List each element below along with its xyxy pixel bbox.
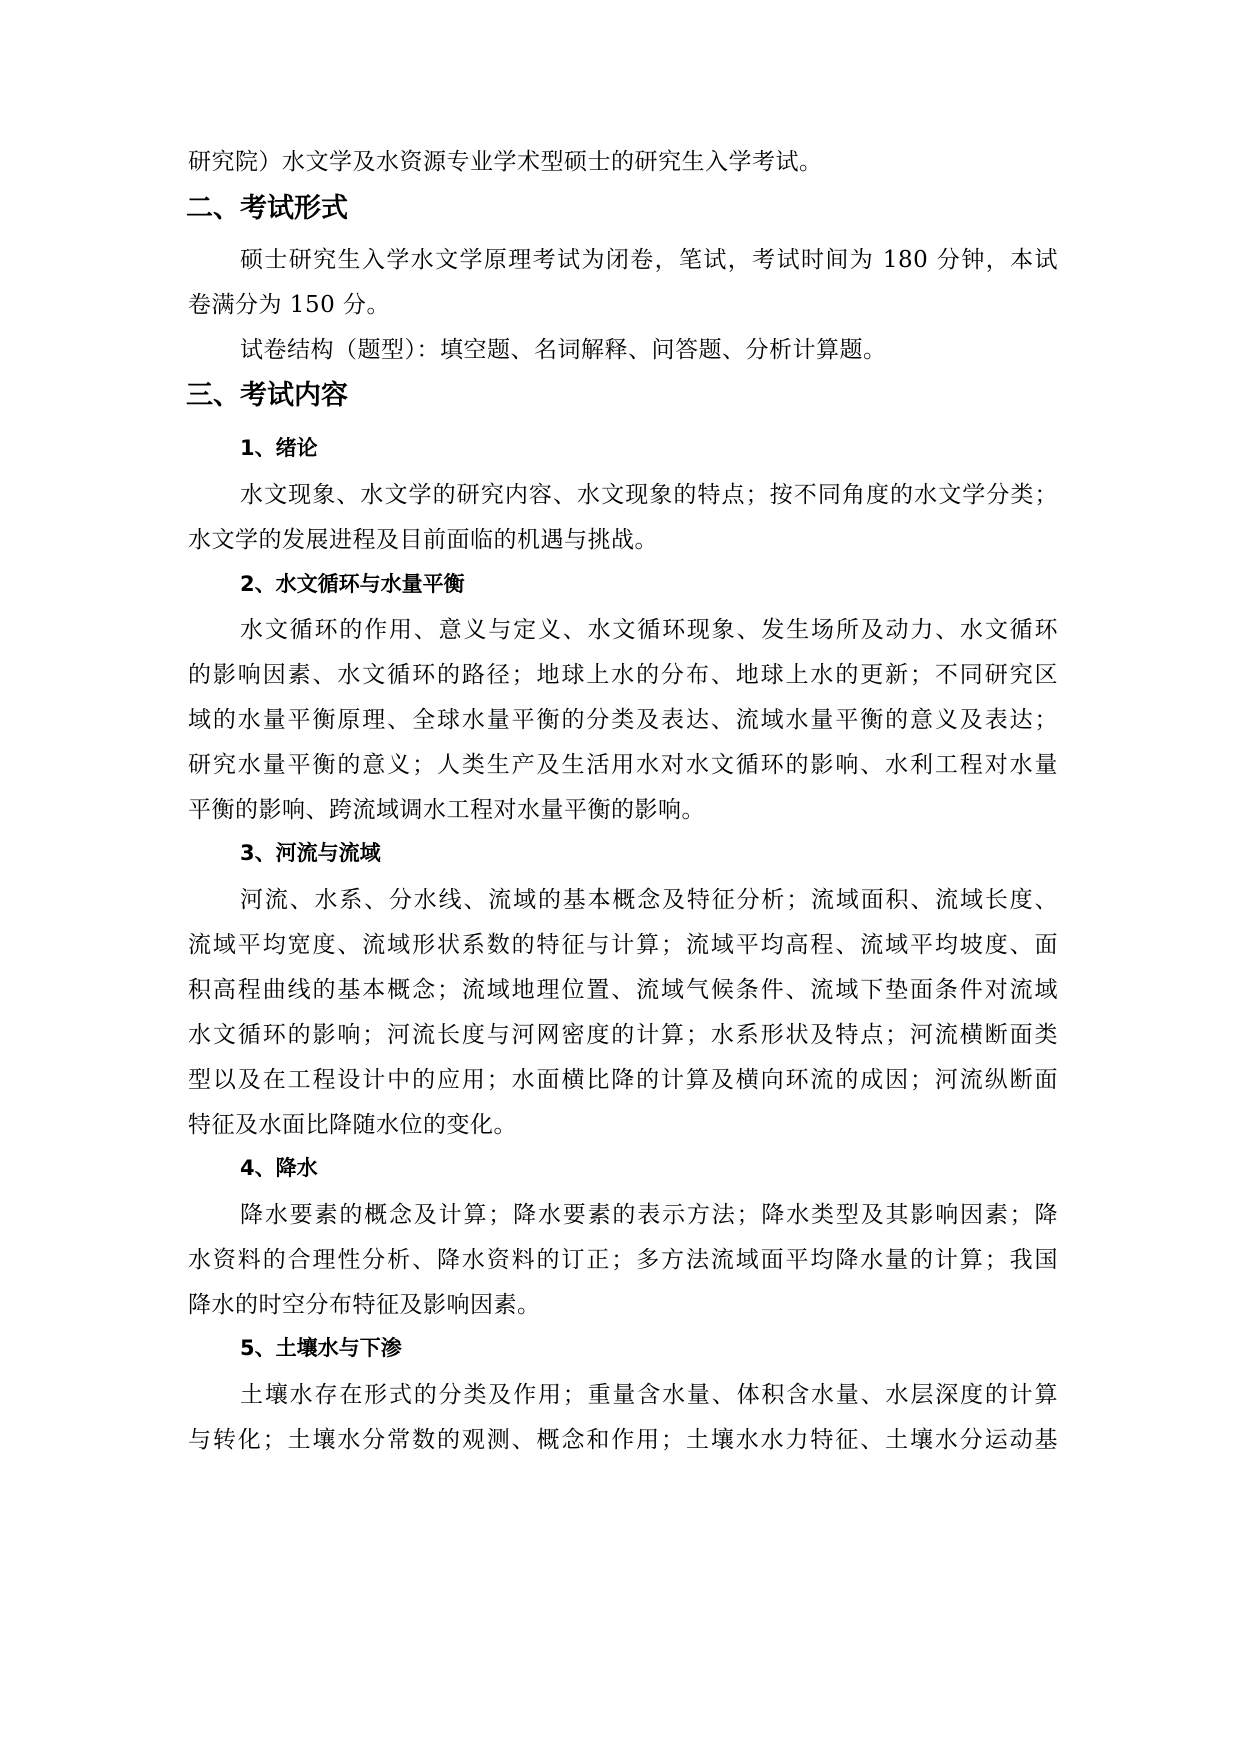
- paragraph-line: 水文循环的影响；河流长度与河网密度的计算；水系形状及特点；河流横断面类: [188, 1022, 1058, 1048]
- section-heading-exam-format: 二、考试形式: [186, 193, 348, 224]
- paragraph-line: 卷满分为 150 分。: [188, 292, 391, 318]
- paragraph-line: 平衡的影响、跨流域调水工程对水量平衡的影响。: [188, 797, 705, 823]
- paragraph-line: 域的水量平衡原理、全球水量平衡的分类及表达、流域水量平衡的意义及表达；: [188, 707, 1058, 733]
- paragraph-line: 水资料的合理性分析、降水资料的订正；多方法流域面平均降水量的计算；我国: [188, 1247, 1058, 1273]
- paragraph-line: 试卷结构（题型）：填空题、名词解释、问答题、分析计算题。: [240, 337, 887, 363]
- paragraph-line: 型以及在工程设计中的应用；水面横比降的计算及横向环流的成因；河流纵断面: [188, 1067, 1058, 1093]
- subsection-heading-precipitation: 4、降水: [240, 1156, 318, 1180]
- paragraph-line: 河流、水系、分水线、流域的基本概念及特征分析；流域面积、流域长度、: [240, 887, 1058, 913]
- paragraph-line: 研究院）水文学及水资源专业学术型硕士的研究生入学考试。: [188, 149, 823, 175]
- paragraph-line: 研究水量平衡的意义；人类生产及生活用水对水文循环的影响、水利工程对水量: [188, 752, 1058, 778]
- paragraph-line: 流域平均宽度、流域形状系数的特征与计算；流域平均高程、流域平均坡度、面: [188, 932, 1058, 958]
- paragraph-line: 特征及水面比降随水位的变化。: [188, 1112, 517, 1138]
- subsection-heading-hydrologic-cycle: 2、水文循环与水量平衡: [240, 572, 465, 596]
- subsection-heading-introduction: 1、绪论: [240, 436, 318, 460]
- paragraph-line: 的影响因素、水文循环的路径；地球上水的分布、地球上水的更新；不同研究区: [188, 662, 1058, 688]
- paragraph-line: 水文现象、水文学的研究内容、水文现象的特点；按不同角度的水文学分类；: [240, 482, 1058, 508]
- section-heading-exam-content: 三、考试内容: [186, 380, 348, 411]
- paragraph-line: 水文循环的作用、意义与定义、水文循环现象、发生场所及动力、水文循环: [240, 617, 1058, 643]
- subsection-heading-soil-water-infiltration: 5、土壤水与下渗: [240, 1336, 402, 1360]
- paragraph-line: 降水要素的概念及计算；降水要素的表示方法；降水类型及其影响因素；降: [240, 1202, 1058, 1228]
- paragraph-line: 降水的时空分布特征及影响因素。: [188, 1292, 541, 1318]
- paragraph-line: 硕士研究生入学水文学原理考试为闭卷，笔试，考试时间为 180 分钟，本试: [240, 247, 1058, 273]
- subsection-heading-rivers-basins: 3、河流与流域: [240, 841, 381, 865]
- paragraph-line: 土壤水存在形式的分类及作用；重量含水量、体积含水量、水层深度的计算: [240, 1382, 1058, 1408]
- paragraph-line: 与转化；土壤水分常数的观测、概念和作用；土壤水水力特征、土壤水分运动基: [188, 1427, 1058, 1453]
- paragraph-line: 水文学的发展进程及目前面临的机遇与挑战。: [188, 527, 658, 553]
- paragraph-line: 积高程曲线的基本概念；流域地理位置、流域气候条件、流域下垫面条件对流域: [188, 977, 1058, 1003]
